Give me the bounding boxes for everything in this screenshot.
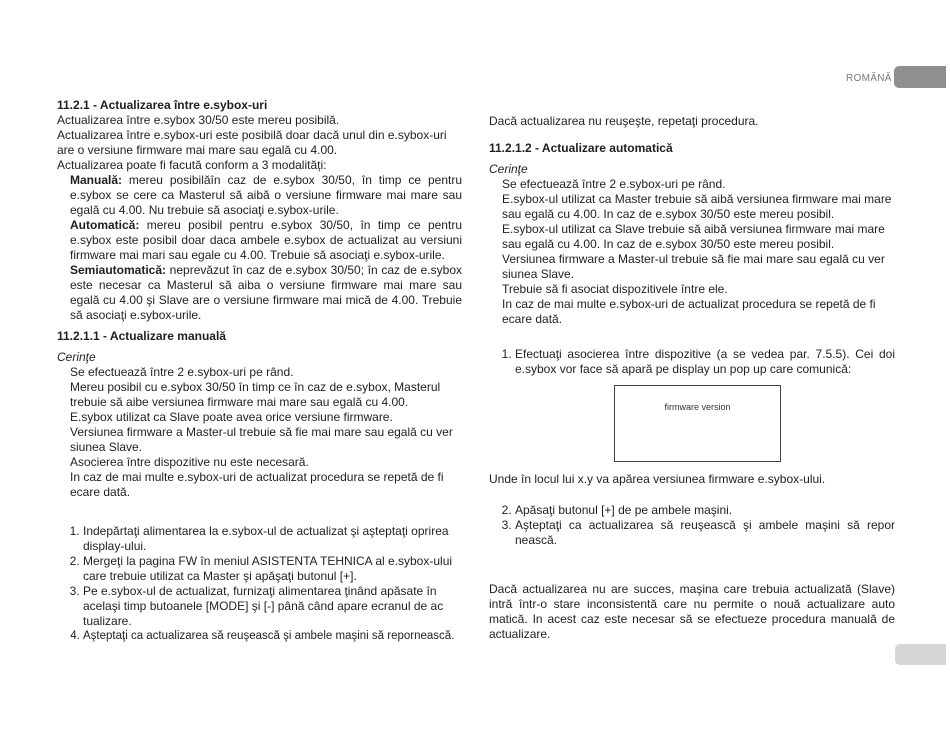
requirements-title: Cerinţe bbox=[489, 162, 528, 176]
paragraph: Actualizarea poate fi facută conform a 3 modalități: bbox=[57, 158, 327, 172]
paragraph: Dacă actualizarea nu reuşeşte, repetaţi procedura. bbox=[489, 114, 759, 128]
paragraph: Dacă actualizarea nu are succes, maşina care trebuia actualizată (Slave) intră într-o stare inconsistentă care nu permite o nouă actualizare auto matică. In acest caz este necesar să se efectueze procedura manuală de actualizare. bbox=[489, 582, 895, 641]
subsection-heading: 11.2.1.1 - Actualizare manuală bbox=[57, 329, 226, 343]
steps-list bbox=[489, 503, 895, 548]
firmware-popup-box bbox=[614, 385, 781, 462]
mode-automatic bbox=[57, 218, 462, 263]
firmware-popup-text: firmware version bbox=[664, 402, 731, 412]
step-item: 3. Pe e.sybox-ul de actualizat, furnizaţi alimentarea ţinând apăsate în acelaşi timp butoanele [MODE] şi [-] până când apare ecranul de ac tualizare. bbox=[83, 584, 462, 629]
step-item: 3. Aşteptaţi ca actualizarea să reuşească şi ambele maşini să repor nească. bbox=[515, 518, 895, 548]
step-item: 2. Mergeţi la pagina FW în meniul ASISTENTA TEHNICA al e.sybox-ului care trebuie utilizat ca Master şi apăşaţi butonul [+]. bbox=[83, 554, 462, 584]
mode-manual bbox=[57, 173, 462, 218]
mode-label: Manuală: bbox=[70, 173, 123, 187]
left-column bbox=[57, 98, 462, 644]
requirement: Asocierea între dispozitive nu este necesară. bbox=[70, 455, 309, 469]
mode-text: mereu posibil pentru e.sybox 30/50, în timp ce pentru e.sybox este posibil doar daca ambele e.sybox de actualizat au versiuni firmware mai mari sau egale cu 4.00. Trebuie să asociaţi e.sybox-urile. bbox=[70, 218, 462, 262]
page-number-tab bbox=[895, 644, 946, 665]
mode-label: Semiautomatică: bbox=[70, 263, 167, 277]
requirements-title: Cerinţe bbox=[57, 350, 96, 364]
step-item: 4. Aşteptaţi ca actualizarea să reuşească şi ambele maşini să repornească. bbox=[83, 629, 462, 644]
mode-text: neprevăzut în caz de e.sybox 30/50; în caz de e.sybox este necesar ca Masterul să aiba o versiune firmware mai mare sau egală cu 4.00 şi Slave are o versiune firmware mai mică de 4.00. Trebuie să asociaţi e.sybox-urile. bbox=[70, 263, 462, 322]
requirement: E.sybox-ul utilizat ca Master trebuie să aibă versiunea firmware mai mare sau egală cu 4.00. In caz de e.sybox 30/50 este mereu posibil. bbox=[502, 192, 892, 221]
requirement: Se efectuează între 2 e.sybox-uri pe rând. bbox=[502, 177, 726, 191]
subsection-heading: 11.2.1.2 - Actualizare automatică bbox=[489, 141, 673, 155]
requirement: In caz de mai multe e.sybox-uri de actualizat procedura se repetă de fi ecare dată. bbox=[502, 297, 876, 326]
steps-list bbox=[57, 524, 462, 644]
step-item: 1. Efectuaţi asocierea între dispozitive (a se vedea par. 7.5.5). Cei doi e.sybox vor face să apară pe display un pop up care comunică: bbox=[515, 347, 895, 377]
paragraph: Unde în locul lui x.y va apărea versiunea firmware e.sybox-ului. bbox=[489, 472, 826, 486]
requirement: Versiunea firmware a Master-ul trebuie să fie mai mare sau egală cu ver siunea Slave. bbox=[70, 425, 453, 454]
mode-text: mereu posibilăîn caz de e.sybox 30/50, în timp ce pentru e.sybox se cere ca Masterul să aibă o versiune firmware mai mare sau egală cu 4.00. Nu trebuie să asociaţi e.sybox-urile. bbox=[70, 173, 462, 217]
mode-semiautomatic bbox=[57, 263, 462, 323]
step-item: 2. Apăsaţi butonul [+] de pe ambele maşini. bbox=[515, 503, 895, 518]
paragraph: Actualizarea între e.sybox-uri este posibilă doar dacă unul din e.sybox-uri are o versiune firmware mai mare sau egală cu 4.00. bbox=[57, 128, 447, 157]
requirement: Mereu posibil cu e.sybox 30/50 în timp ce în caz de e.sybox, Masterul trebuie să aibe versiunea firmware mai mare sau egală cu 4.00. bbox=[70, 380, 441, 409]
language-tab bbox=[894, 66, 946, 88]
section-heading: 11.2.1 - Actualizarea între e.sybox-uri bbox=[57, 98, 268, 112]
right-column bbox=[489, 114, 895, 642]
paragraph: Actualizarea între e.sybox 30/50 este mereu posibilă. bbox=[57, 113, 340, 127]
requirement: E.sybox-ul utilizat ca Slave trebuie să aibă versiunea firmware mai mare sau egală cu 4.00. In caz de e.sybox 30/50 este mereu posibil. bbox=[502, 222, 885, 251]
requirement: Se efectuează între 2 e.sybox-uri pe rând. bbox=[70, 365, 294, 379]
steps-list bbox=[489, 347, 895, 377]
requirement: E.sybox utilizat ca Slave poate avea orice versiune firmware. bbox=[70, 410, 393, 424]
requirement: Trebuie să fi asociat dispozitivele între ele. bbox=[502, 282, 728, 296]
language-label: ROMÂNĂ bbox=[846, 73, 892, 84]
requirement: Versiunea firmware a Master-ul trebuie să fie mai mare sau egală cu ver siunea Slave. bbox=[502, 252, 885, 281]
step-item: 1. Indepărtaţi alimentarea la e.sybox-ul de actualizat şi aşteptaţi oprirea display-ului. bbox=[83, 524, 462, 554]
mode-label: Automatică: bbox=[70, 218, 140, 232]
requirement: In caz de mai multe e.sybox-uri de actualizat procedura se repetă de fi ecare dată. bbox=[70, 470, 444, 499]
